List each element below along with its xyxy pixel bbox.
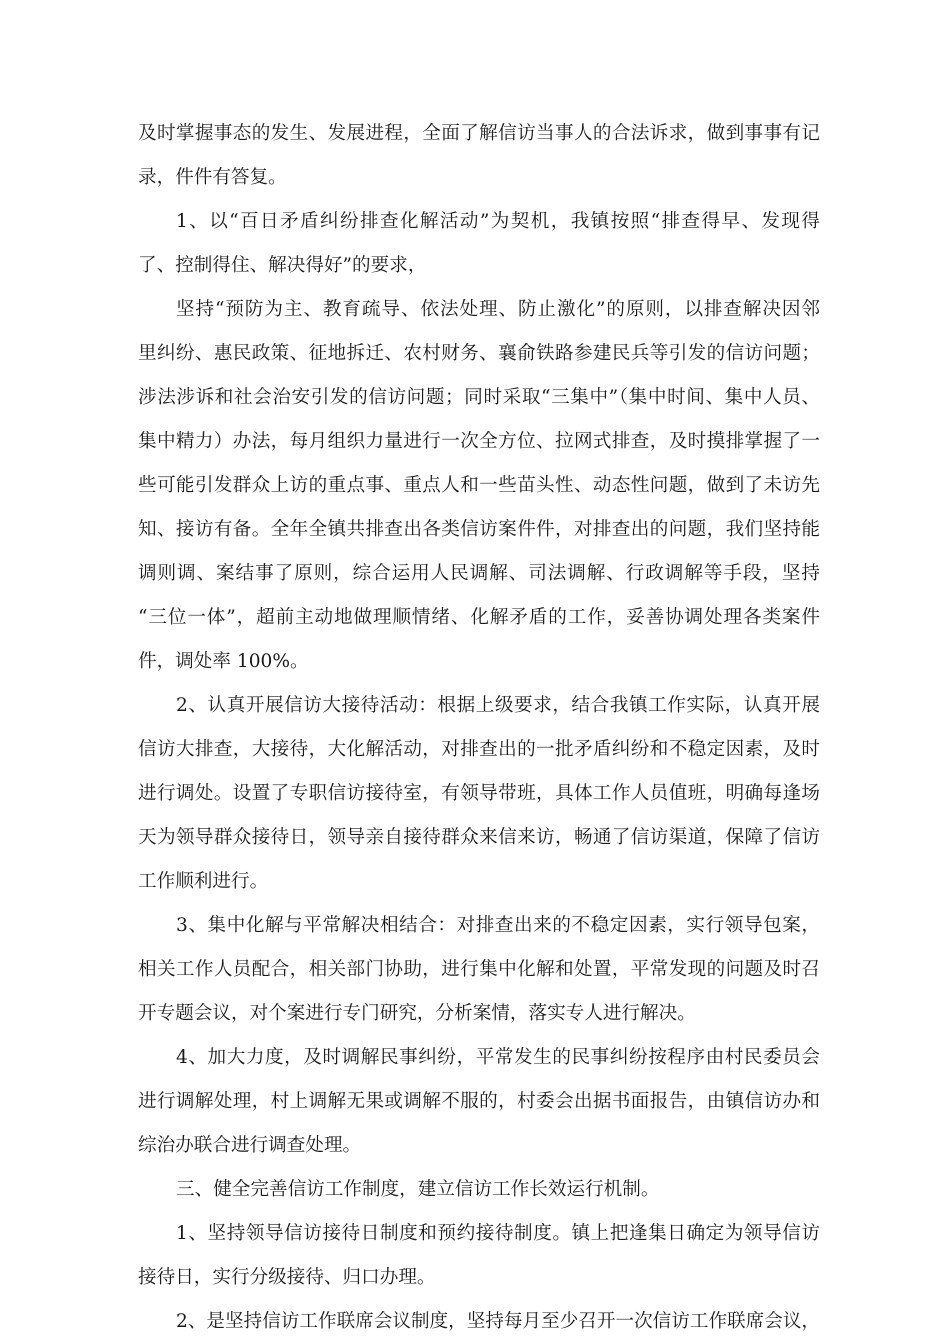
- text-line: 集中精力）办法，每月组织力量进行一次全方位、拉网式排查，及时摸排掌握了一: [138, 431, 820, 452]
- text-line: 天为领导群众接待日，领导亲自接待群众来信来访，畅通了信访渠道，保障了信访: [138, 827, 820, 848]
- text-line: 3、集中化解与平常解决相结合：对排查出来的不稳定因素，实行领导包案，: [176, 915, 820, 936]
- text-line: 进行调解处理，村上调解无果或调解不服的，村委会出据书面报告，由镇信访办和: [138, 1091, 820, 1112]
- text-line: 坚持“预防为主、教育疏导、依法处理、防止激化”的原则，以排查解决因邻: [176, 299, 820, 320]
- text-line: 知、接访有备。全年全镇共排查出各类信访案件件，对排查出的问题，我们坚持能: [138, 519, 820, 540]
- text-line: 涉法涉诉和社会治安引发的信访问题；同时采取“三集中”（集中时间、集中人员、: [138, 387, 820, 408]
- text-line: 接待日，实行分级接待、归口办理。: [138, 1267, 436, 1288]
- text-line: 1、坚持领导信访接待日制度和预约接待制度。镇上把逢集日确定为领导信访: [176, 1223, 820, 1244]
- text-line: 三、健全完善信访工作制度，建立信访工作长效运行机制。: [176, 1179, 660, 1200]
- text-line: 录，件件有答复。: [138, 167, 287, 188]
- text-line: 信访大排查，大接待，大化解活动，对排查出的一批矛盾纠纷和不稳定因素，及时: [138, 739, 820, 760]
- text-line: 2、认真开展信访大接待活动：根据上级要求，结合我镇工作实际，认真开展: [176, 695, 820, 716]
- text-line: 里纠纷、惠民政策、征地拆迁、农村财务、襄俞铁路参建民兵等引发的信访问题；: [138, 343, 820, 364]
- text-line: 件，调处率 100%。: [138, 651, 309, 672]
- text-line: 些可能引发群众上访的重点事、重点人和一些苗头性、动态性问题，做到了未访先: [138, 475, 820, 496]
- text-line: 工作顺利进行。: [138, 871, 269, 892]
- text-line: “三位一体”，超前主动地做理顺情绪、化解矛盾的工作，妥善协调处理各类案件: [138, 607, 820, 628]
- text-line: 调则调、案结事了原则，综合运用人民调解、司法调解、行政调解等手段，坚持: [138, 563, 820, 584]
- text-line: 综治办联合进行调查处理。: [138, 1135, 362, 1156]
- text-line: 了、控制得住、解决得好”的要求，: [138, 255, 427, 276]
- document-page: [138, 112, 820, 1344]
- text-line: 进行调处。设置了专职信访接待室，有领导带班，具体工作人员值班，明确每逢场: [138, 783, 820, 804]
- text-line: 1、以“百日矛盾纠纷排查化解活动”为契机，我镇按照“排查得早、发现得: [176, 211, 820, 232]
- text-line: 4、加大力度，及时调解民事纠纷，平常发生的民事纠纷按程序由村民委员会: [176, 1047, 820, 1068]
- text-line: 开专题会议，对个案进行专门研究，分析案情，落实专人进行解决。: [138, 1003, 696, 1024]
- text-line: 相关工作人员配合，相关部门协助，进行集中化解和处置，平常发现的问题及时召: [138, 959, 820, 980]
- text-line: 及时掌握事态的发生、发展进程，全面了解信访当事人的合法诉求，做到事事有记: [138, 123, 820, 144]
- text-line: 2、是坚持信访工作联席会议制度，坚持每月至少召开一次信访工作联席会议，: [176, 1311, 821, 1332]
